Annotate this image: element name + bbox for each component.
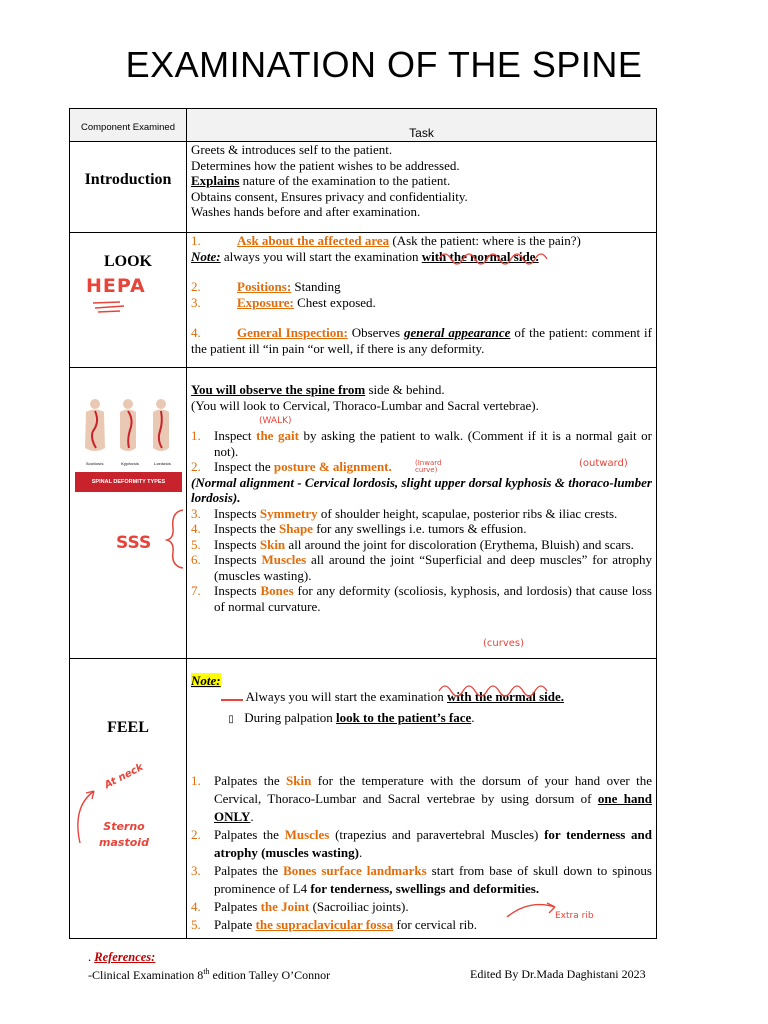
item-pre: Inspects [214, 536, 260, 552]
hand-scribble-normal-side-icon [437, 679, 567, 701]
observe-line-2: (You will look to Cervical, Thoraco-Lumbar and Sacral vertebrae). [191, 397, 539, 413]
row-introduction [70, 142, 657, 233]
item-tail: . [358, 844, 363, 860]
intro-line-2: Determines how the patient wishes to be addressed. [191, 157, 460, 173]
item-bold: one hand ONLY [214, 790, 652, 824]
item-key: the supraclavicular fossa [255, 916, 394, 932]
figure-label-scoliosis: Scoliosis [86, 461, 104, 466]
list-item [191, 862, 652, 898]
alignment-note [191, 475, 652, 506]
look-item-4-head: General Inspection: [237, 325, 348, 340]
citation-sup: th [203, 967, 210, 976]
feel-bullet-2-post: . [471, 710, 475, 725]
item-post: (trapezius and paravertebral Muscles) [329, 826, 545, 842]
item-pre: Palpates [214, 898, 261, 914]
look-item-4-rest-b: of the patient: comment if the patient ill “in pain “or well, if there is any deformity. [191, 325, 652, 356]
look-note-text: always you will start the examination [220, 248, 422, 264]
observe-line-1 [191, 382, 652, 398]
item-key: Muscles [284, 826, 330, 842]
hand-note-inward: (Inward curve) [415, 459, 442, 474]
item-key: the Joint [260, 898, 310, 914]
intro-line-3 [191, 173, 652, 189]
item-bold: for tenderness and atrophy (muscles wasting) [214, 826, 652, 860]
item-num: 3. [191, 505, 201, 521]
alignment-note-text: (Normal alignment - Cervical lordosis, slight upper dorsal kyphosis & thoraco-lumber lordosis). [191, 474, 652, 505]
intro-line-3-rest: nature of the examination to the patient. [239, 173, 451, 188]
introduction-task [187, 142, 657, 233]
hand-note-walk: (WALK) [259, 416, 292, 426]
hand-brace-icon [165, 508, 185, 570]
references-prefix: . [88, 950, 95, 964]
look-history-task [187, 233, 657, 368]
intro-explains: Explains [191, 173, 240, 188]
hand-note-at-neck: At neck [102, 761, 146, 792]
item-pre: Inspects [214, 505, 260, 521]
item-num: 6. [191, 552, 201, 567]
item-post: by asking the patient to walk. (Comment if it is a normal gait or not). [214, 428, 653, 459]
figure-label-lordosis: Lordosis [154, 461, 171, 466]
item-key: Skin [286, 772, 312, 788]
look-item-2 [191, 279, 652, 295]
item-num: 4. [191, 521, 201, 536]
look-item-3-rest: Chest exposed. [293, 294, 376, 310]
look-note-label: Note: [191, 248, 221, 264]
feel-label: FEEL [107, 719, 149, 736]
checkbox-icon: ▯ [228, 714, 234, 725]
look-item-4 [191, 325, 652, 356]
observe-head: You will observe the spine from [191, 382, 366, 397]
look-item-3-num: 3. [191, 294, 201, 310]
item-num: 1. [191, 428, 201, 443]
look-item-4-num: 4. [191, 325, 201, 340]
list-item [191, 826, 652, 862]
edited-by: Edited By Dr.Mada Daghistani 2023 [470, 967, 646, 981]
hand-note-sss: SSS [116, 533, 152, 553]
item-num: 7. [191, 583, 201, 598]
citation-pre: -Clinical Examination 8 [88, 968, 204, 982]
list-item [191, 772, 652, 826]
item-bold: for tenderness, swellings and deformities. [310, 880, 540, 896]
list-item [191, 521, 652, 537]
item-key: Bones [260, 583, 294, 598]
feel-bullet-1-bold: with the normal side. [447, 688, 565, 704]
look-item-3-head: Exposure: [237, 294, 294, 310]
look-item-2-rest: Standing [291, 279, 341, 294]
look-item-1-num: 1. [191, 233, 201, 248]
header-component: Component Examined [70, 109, 187, 142]
look-item-2-num: 2. [191, 279, 201, 294]
item-pre: Inspect the [214, 459, 274, 474]
feel-bullet-2 [191, 710, 652, 728]
list-item [191, 428, 652, 459]
intro-line-4: Obtains consent, Ensures privacy and confidentiality. [191, 188, 468, 204]
references-label: References: [94, 950, 156, 964]
look-figure-cell [70, 368, 187, 659]
hand-arrow-icon [70, 787, 100, 857]
feel-note-label: Note: [191, 673, 221, 688]
item-pre: Inspects [214, 552, 262, 567]
item-num: 2. [191, 826, 201, 842]
item-pre: Palpates the [214, 862, 284, 878]
item-key: posture & alignment. [273, 459, 392, 474]
hand-note-outward: (outward) [579, 458, 628, 469]
intro-line-5: Washes hands before and after examination. [191, 204, 421, 219]
item-key: the gait [256, 428, 299, 443]
list-item [191, 537, 652, 553]
hand-note-curves: (curves) [483, 638, 525, 649]
feel-bullet-1-pre: Always you will start the examination [245, 688, 448, 704]
hand-note-extra-rib: Extra rib [555, 911, 594, 921]
header-task: Task [187, 109, 657, 142]
look-inspection-task [187, 368, 657, 659]
item-post: start from base of skull down to spinous prominence of L4 [214, 862, 652, 896]
item-post: all around the joint for discoloration (Erythema, Bluish) and scars. [285, 536, 634, 552]
hand-scribble-normal-side-icon [437, 247, 567, 269]
item-post: for cervical rib. [393, 916, 477, 932]
item-num: 4. [191, 898, 201, 914]
row-feel [70, 659, 657, 939]
look-cell [70, 233, 187, 368]
feel-bullet-2-pre: During palpation [244, 710, 336, 725]
citation-post: edition Talley O’Connor [209, 968, 331, 982]
figure-banner: SPINAL DEFORMITY TYPES [75, 472, 182, 492]
item-tail: . [250, 808, 254, 824]
feel-cell [70, 659, 187, 939]
item-post: for any swellings i.e. tumors & effusion. [312, 521, 527, 536]
item-num: 5. [191, 916, 201, 932]
item-key: Bones surface landmarks [283, 862, 427, 878]
item-pre: Inspect [214, 428, 257, 443]
citation [88, 967, 330, 983]
item-num: 5. [191, 536, 201, 552]
look-item-1-rest: (Ask the patient: where is the pain?) [389, 233, 581, 248]
checkbox-icon [221, 699, 243, 701]
feel-bullet-1 [191, 689, 652, 705]
observe-rest: side & behind. [365, 382, 445, 397]
item-key: Skin [259, 536, 286, 552]
hand-note-sterno: Sterno mastoid [99, 820, 149, 849]
row-look-inspection [70, 368, 657, 659]
item-post: (Sacroiliac joints). [309, 898, 409, 914]
feel-bullet-2-bold: look to the patient’s face [335, 710, 472, 725]
item-post: all around the joint “Superficial and deep muscles” for atrophy (muscles wasting). [214, 552, 652, 583]
look-item-4-em: general appearance [404, 325, 511, 340]
look-item-1-head: Ask about the affected area [237, 233, 390, 248]
list-item [191, 583, 652, 614]
feel-list [191, 772, 652, 934]
hand-note-hepa: HEPA [86, 275, 146, 297]
item-num: 2. [191, 459, 201, 474]
figure-label-kyphosis: Kyphosis [121, 461, 140, 466]
item-key: Muscles [261, 552, 307, 567]
introduction-label: Introduction [70, 142, 187, 233]
spine-deformity-figure [78, 398, 178, 458]
feel-note [191, 673, 652, 689]
feel-task [187, 659, 657, 939]
item-key: Symmetry [259, 505, 318, 521]
hand-scribble-icon [90, 299, 130, 317]
item-num: 3. [191, 862, 201, 878]
table-header-row [70, 109, 657, 142]
item-post: of shoulder height, scapulae, posterior ribs & iliac crests. [317, 505, 618, 521]
look-item-2-head: Positions: [237, 279, 292, 294]
item-pre: Palpates the [214, 772, 287, 788]
item-pre: Palpate [214, 916, 256, 932]
look-note-bold: with the normal side. [421, 248, 539, 264]
intro-line-1: Greets & introduces self to the patient. [191, 142, 393, 157]
row-look-history [70, 233, 657, 368]
references [88, 950, 155, 965]
look-note [191, 249, 652, 265]
page-title: EXAMINATION OF THE SPINE [125, 44, 643, 85]
item-key: Shape [278, 521, 313, 536]
list-item [191, 552, 652, 583]
look-item-1 [191, 233, 652, 249]
look-item-4-rest-a: Observes [347, 325, 404, 340]
item-num: 1. [191, 772, 201, 788]
look-label: LOOK [103, 253, 152, 270]
list-item [191, 506, 652, 522]
item-pre: Inspects [214, 583, 261, 598]
exam-table [69, 108, 657, 939]
look-item-3 [191, 295, 652, 311]
item-pre: Palpates the [214, 826, 285, 842]
item-pre: Inspects the [214, 521, 279, 536]
item-post: for the temperature with the dorsum of your hand over the Cervical, Thoraco-Lumbar and Sacral vertebrae by using dorsum of [214, 772, 652, 806]
item-post: for any deformity (scoliosis, kyphosis, and lordosis) that cause loss of normal curvature. [214, 583, 652, 614]
hand-arrow-icon [505, 897, 561, 921]
